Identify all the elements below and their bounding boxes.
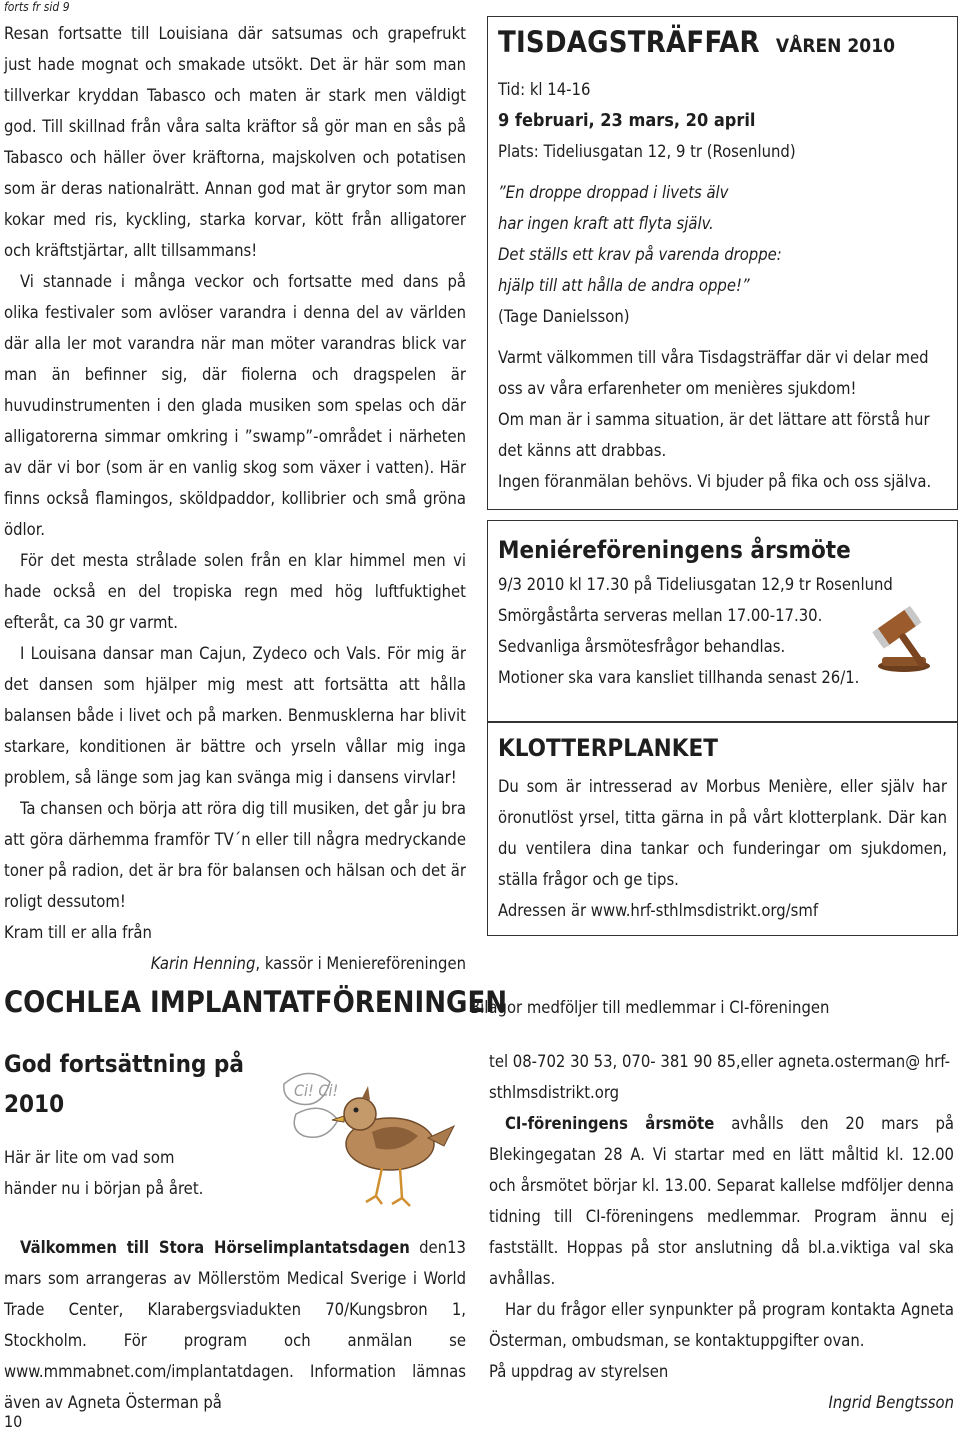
tisdag-place: Plats: Tideliusgatan 12, 9 tr (Rosenlund): [498, 142, 796, 161]
ci-on-behalf: På uppdrag av styrelsen: [489, 1362, 669, 1381]
tisdag-heading: [498, 25, 947, 62]
article-paragraph: För det mesta strålade solen från en klar himmel men vi hade också en del tropiska regn med hög luftfuktighet efteråt, ca 30 gr varmt.: [4, 551, 466, 632]
ci-welcome-paragraph: [4, 1232, 466, 1418]
bird-text: Ci! Ci!: [294, 1081, 339, 1100]
poem-line: ”En droppe droppad i livets älv: [498, 183, 729, 202]
ci-right-column: [489, 1046, 954, 1418]
ci-contact: tel 08-702 30 53, 070- 381 90 85,eller agneta.osterman@ hrf-sthlmsdistrikt.org: [489, 1052, 950, 1102]
klotter-address: Adressen är www.hrf-sthlmsdistrikt.org/smf: [498, 901, 819, 920]
poem-line: hjälp till att hålla de andra oppe!”: [498, 276, 750, 295]
tisdagstraffar-box: [487, 16, 958, 510]
ci-heading: COCHLEA IMPLANTATFÖRENINGEN: [4, 985, 508, 1019]
tisdag-time: Tid: kl 14-16: [498, 80, 591, 99]
article-paragraph: Vi stannade i många veckor och fortsatte med dans på olika festivaler som avlöser varandra i denna del av världen där alla ler mot varandra när man möter varandras blick var man än befinner sig, där fiolerna och dragspelen är huvudinstrumenten i den glada musiken som spelas och där alligatorerna simmar omkring i ”swamp”-området i närheten av där vi bor (som är en vanlig skog som växer i vatten). Här finns också flamingos, sköldpaddor, kollibrier och små gröna ödlor.: [4, 272, 466, 539]
ci-welcome-text: den13 mars som arrangeras av Möllerstöm Medical Sverige i World Trade Center, Klarabergsviadukten 70/Kungsbron 1, Stockholm. För program och anmälan se www.mmmabnet.com/implantatdagen. Information lämnas även av Agneta Österman på: [4, 1238, 466, 1412]
article-signature: [4, 948, 466, 979]
ci-signature: Ingrid Bengtsson: [828, 1393, 954, 1412]
ci-questions: Har du frågor eller synpunkter på program kontakta Agneta Österman, ombudsman, se kontaktuppgifter ovan.: [489, 1300, 954, 1350]
tisdag-content: [498, 25, 947, 497]
gavel-icon: [862, 600, 940, 678]
poem-line: har ingen kraft att flyta själv.: [498, 214, 714, 233]
menier-line: Motioner ska vara kansliet tillhanda senast 26/1.: [498, 668, 860, 687]
ci-welcome-title: Välkommen till Stora Hörselimplantatsdagen: [20, 1238, 410, 1257]
klotter-title: KLOTTERPLANKET: [498, 734, 718, 762]
article-closing: Kram till er alla från: [4, 923, 152, 942]
menier-line: 9/3 2010 kl 17.30 på Tideliusgatan 12,9 tr Rosenlund: [498, 575, 893, 594]
menier-line: Smörgåstårta serveras mellan 17.00-17.30.: [498, 606, 823, 625]
signature-name: Karin Henning: [150, 954, 256, 973]
klotterplanket-box: [487, 722, 958, 936]
ci-arsmote-paragraph: [489, 1108, 954, 1294]
signature-role: , kassör i Meniereföreningen: [255, 954, 466, 973]
tisdag-no-registration: Ingen föranmälan behövs. Vi bjuder på fika och oss själva.: [498, 472, 932, 491]
article-paragraph: I Louisana dansar man Cajun, Zydeco och Vals. För mig är det dansen som hjälper mig mest att fortsätta att hålla balansen både i livet och på marken. Benmusklerna har blivit starkare, konditionen är bättre och yrseln vållar mig inga problem, så länge som jag kan svänga mig i dansens virvlar!: [4, 644, 466, 787]
ci-left-column: [4, 1232, 466, 1418]
klotter-body: Du som är intresserad av Morbus Menière, eller själv har öronutlöst yrsel, titta gärna in på vårt klotterplank. Där kan du ventilera dina tankar och funderingar om sjukdomen, ställa frågor och ge tips.: [498, 777, 947, 889]
tisdag-title: TISDAGSTRÄFFAR: [498, 25, 760, 59]
ci-arsmote-text: avhålls den 20 mars på Blekingegatan 28 A. Vi startar med en lätt måltid kl. 12.00 och årsmötet börjar kl. 13.00. Separat kallelse mdföljer denna tidning till CI-föreningens medlemmar. Program ännu ej fastställt. Hoppas på stor anslutning då bl.a.viktiga val ska avhållas.: [489, 1114, 954, 1288]
article-paragraph: Resan fortsatte till Louisiana där satsumas och grapefrukt just hade mognat och smakade utsökt. Det är här som man tillverkar kryddan Tabasco och maten är stark men väldigt god. Till skillnad från våra salta kräftor så gör man en sås på Tabasco och häller över kräftorna, majskolven och potatisen som är deras nationalrätt. Annan god mat är grytor som man kokar med ris, kyckling, starka korvar, kött från alligatorer och kräftstjärtar, allt tillsammans!: [4, 24, 466, 260]
poem-author: (Tage Danielsson): [498, 307, 630, 326]
article-paragraph: Ta chansen och börja att röra dig till musiken, det går ju bra att göra därhemma framför TV´n eller till några medryckande toner på radion, det är bra för balansen och hälsan och det är roligt dessutom!: [4, 799, 466, 911]
menier-line: Sedvanliga årsmötesfrågor behandlas.: [498, 637, 786, 656]
page-number: 10: [4, 1412, 23, 1431]
menier-title: Meniéreföreningens årsmöte: [498, 536, 851, 564]
ci-intro: Här är lite om vad som händer nu i början på året.: [4, 1148, 204, 1198]
travel-article: [4, 18, 466, 979]
ci-greeting: God fortsättning på 2010: [4, 1050, 244, 1118]
poem-line: Det ställs ett krav på varenda droppe:: [498, 245, 782, 264]
ci-subheading: Bilagor medföljer till medlemmar i CI-föreningen: [470, 998, 830, 1017]
bird-illustration: [278, 1062, 458, 1216]
tisdag-season: VÅREN 2010: [775, 35, 895, 57]
ci-arsmote-title: CI-föreningens årsmöte: [505, 1114, 715, 1133]
klotter-content: [498, 733, 947, 926]
tisdag-same: Om man är i samma situation, är det lättare att förstå hur det känns att drabbas.: [498, 410, 930, 460]
tisdag-welcome: Varmt välkommen till våra Tisdagsträffar där vi delar med oss av våra erfarenheter om menières sjukdom!: [498, 348, 929, 398]
tisdag-dates: 9 februari, 23 mars, 20 april: [498, 110, 756, 131]
continued-note: forts fr sid 9: [4, 0, 70, 14]
